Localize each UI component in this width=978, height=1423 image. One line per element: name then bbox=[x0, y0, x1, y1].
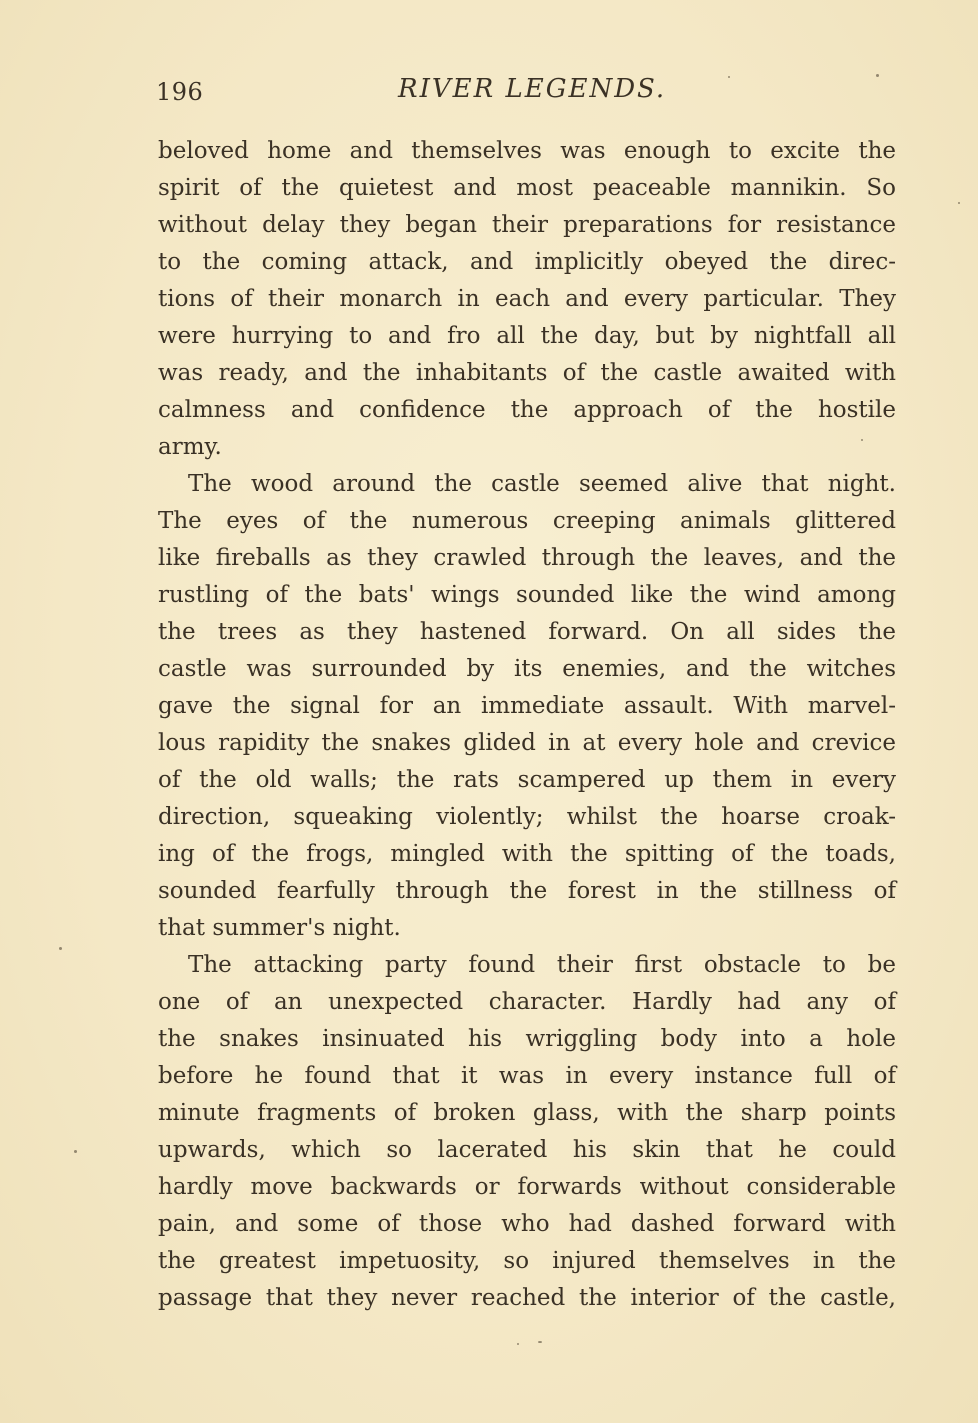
text-line: one of an unexpected character. Hardly had any of bbox=[158, 989, 896, 1015]
paper-speck bbox=[728, 76, 730, 78]
text-line: spirit of the quietest and most peaceable mannikin. So bbox=[158, 175, 896, 201]
text-line: the snakes insinuated his wriggling body into a hole bbox=[158, 1026, 896, 1052]
text-line: rustling of the bats' wings sounded like the wind among bbox=[158, 582, 896, 608]
paper-speck bbox=[876, 74, 879, 77]
text-line: was ready, and the inhabitants of the castle awaited with bbox=[158, 360, 896, 386]
text-line: calmness and confidence the approach of the hostile bbox=[158, 397, 896, 423]
text-line: The attacking party found their first obstacle to be bbox=[188, 952, 896, 978]
text-line: to the coming attack, and implicitly obeyed the direc- bbox=[158, 249, 896, 275]
paper-speck bbox=[74, 1150, 77, 1153]
text-line: passage that they never reached the interior of the castle, bbox=[158, 1285, 896, 1311]
text-line: gave the signal for an immediate assault. With marvel- bbox=[158, 693, 896, 719]
text-line: pain, and some of those who had dashed forward with bbox=[158, 1211, 896, 1237]
text-line: castle was surrounded by its enemies, and the witches bbox=[158, 656, 896, 682]
body-text bbox=[158, 133, 896, 1317]
page-number: 196 bbox=[156, 78, 204, 106]
text-line: ing of the frogs, mingled with the spitting of the toads, bbox=[158, 841, 896, 867]
text-line: upwards, which so lacerated his skin that he could bbox=[158, 1137, 896, 1163]
paper-speck bbox=[861, 439, 863, 441]
text-line: The wood around the castle seemed alive that night. bbox=[188, 471, 896, 497]
text-line: The eyes of the numerous creeping animals glittered bbox=[158, 508, 896, 534]
text-line: direction, squeaking violently; whilst the hoarse croak- bbox=[158, 804, 896, 830]
text-line: that summer's night. bbox=[158, 915, 401, 941]
text-line: lous rapidity the snakes glided in at every hole and crevice bbox=[158, 730, 896, 756]
running-head bbox=[156, 74, 896, 114]
paper-speck bbox=[59, 947, 62, 950]
running-title: RIVER LEGENDS. bbox=[398, 74, 667, 104]
text-line: sounded fearfully through the forest in the stillness of bbox=[158, 878, 896, 904]
text-line: like fireballs as they crawled through the leaves, and the bbox=[158, 545, 896, 571]
text-line: hardly move backwards or forwards without considerable bbox=[158, 1174, 896, 1200]
text-line: of the old walls; the rats scampered up them in every bbox=[158, 767, 896, 793]
paper-speck bbox=[958, 202, 960, 204]
paper-speck bbox=[517, 1343, 519, 1345]
text-line: beloved home and themselves was enough to excite the bbox=[158, 138, 896, 164]
text-line: army. bbox=[158, 434, 222, 460]
text-line: without delay they began their preparations for resistance bbox=[158, 212, 896, 238]
text-line: the greatest impetuosity, so injured themselves in the bbox=[158, 1248, 896, 1274]
text-line: were hurrying to and fro all the day, but by nightfall all bbox=[158, 323, 896, 349]
text-line: tions of their monarch in each and every particular. They bbox=[158, 286, 896, 312]
text-line: minute fragments of broken glass, with the sharp points bbox=[158, 1100, 896, 1126]
text-line: before he found that it was in every instance full of bbox=[158, 1063, 896, 1089]
text-line: the trees as they hastened forward. On all sides the bbox=[158, 619, 896, 645]
paper-speck bbox=[538, 1341, 542, 1343]
